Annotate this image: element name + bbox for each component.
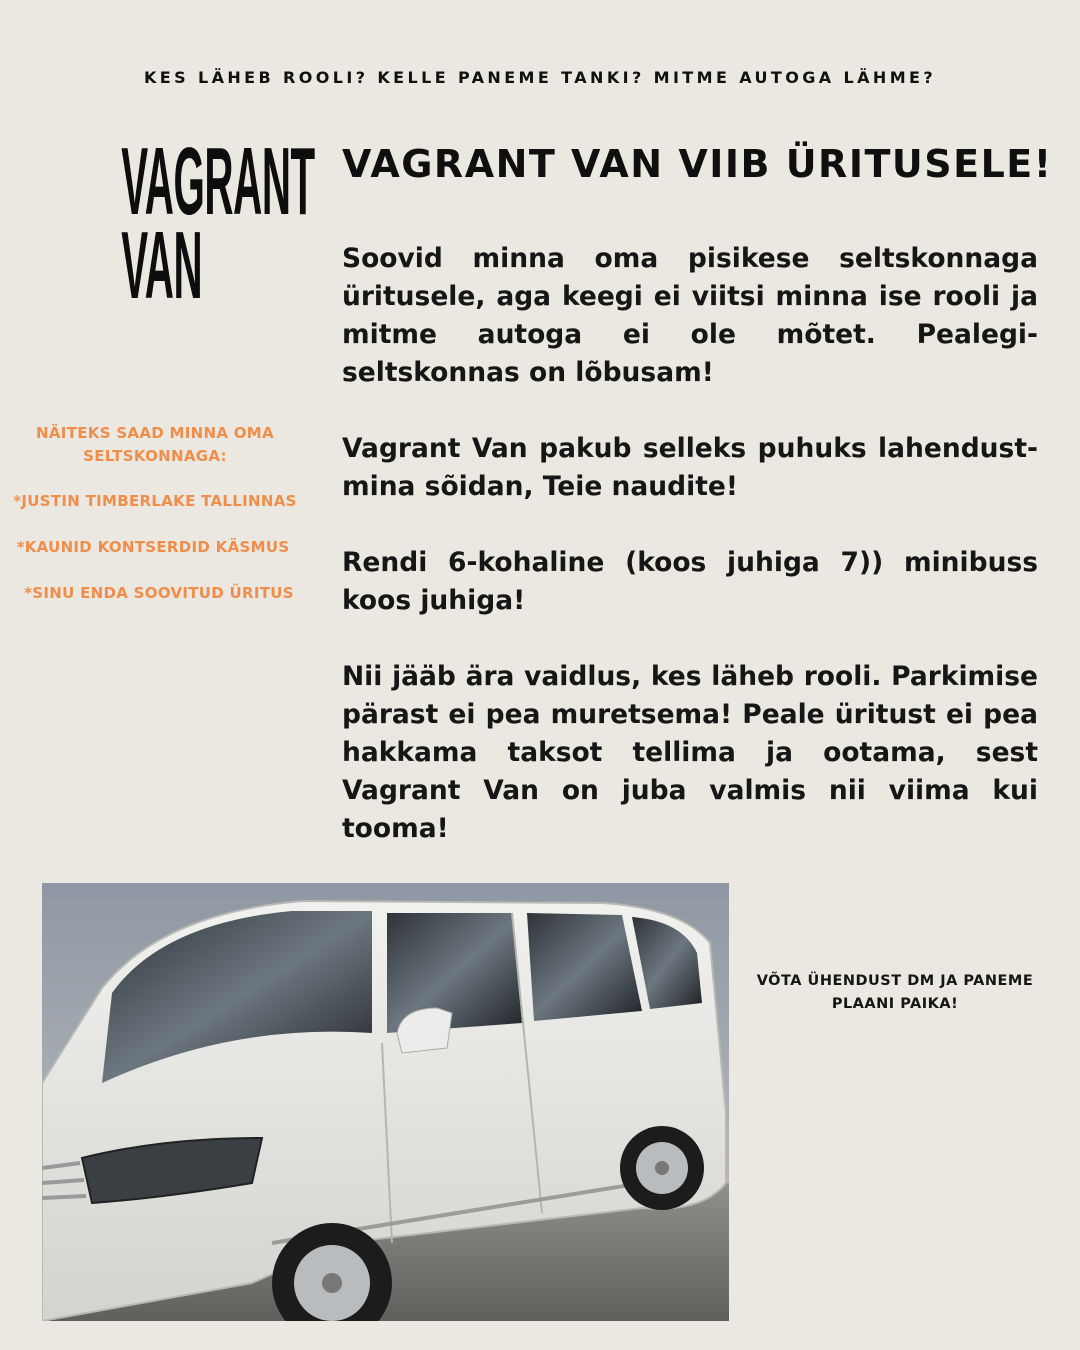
sidebar-example: *JUSTIN TIMBERLAKE TALLINNAS (13, 492, 297, 510)
paragraph: Vagrant Van pakub selleks puhuks lahendust- mina sõidan, Teie naudite! (342, 433, 1038, 502)
sidebar-intro: NÄITEKS SAAD MINNA OMA SELTSKONNAGA: (36, 424, 274, 465)
van-photo (42, 883, 729, 1321)
logo-line-2: VAN (121, 212, 203, 319)
body-text (342, 240, 1038, 886)
logo-line-1: VAGRANT (121, 128, 315, 235)
call-to-action: VÕTA ÜHENDUST DM JA PANEME PLAANI PAIKA! (756, 973, 1034, 1012)
paragraph: Rendi 6-kohaline (koos juhiga 7)) minibuss koos juhiga! (342, 547, 1038, 616)
tagline: KES LÄHEB ROOLI? KELLE PANEME TANKI? MITME AUTOGA LÄHME? (143, 68, 937, 87)
paragraph: Nii jääb ära vaidlus, kes läheb rooli. Parkimise pärast ei pea muretsema! Peale üritust ei pea hakkama taksot tellima ja ootama, sest Vagrant Van on juba valmis nii viima kui tooma! (342, 661, 1038, 844)
sidebar-example: *KAUNID KONTSERDID KÄSMUS (16, 538, 290, 556)
paragraph: Soovid minna oma pisikese seltskonnaga üritusele, aga keegi ei viitsi minna ise rooli ja mitme autoga ei ole mõtet. Pealegi- seltskonnas on lõbusam! (342, 243, 1038, 388)
page-title: VAGRANT VAN VIIB ÜRITUSELE! (342, 142, 1053, 186)
logo (72, 128, 315, 319)
sidebar-example: *SINU ENDA SOOVITUD ÜRITUS (24, 584, 294, 602)
